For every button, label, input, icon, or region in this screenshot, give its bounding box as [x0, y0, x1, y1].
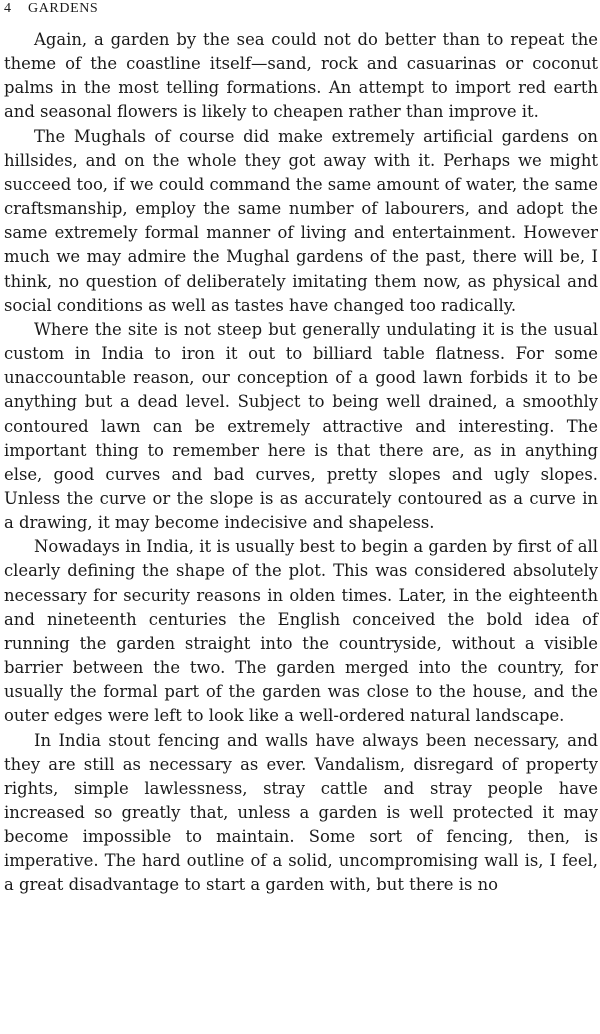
paragraph-mughal-gardens: The Mughals of course did make extremely artificial gardens on hillsides, and on the whole they got away with it. Perhaps we might succeed too, if we could command the same amount of water, the same craftsmanship, employ the same number of labourers, and adopt the same extremely formal manner of living and entertainment. However much we may admire the Mughal gardens of the past, there will be, I think, no question of deliberately imitating them now, as physical and social conditions as well as tastes have changed too radically.	[4, 126, 598, 315]
paragraph-fencing-walls: In India stout fencing and walls have always been necessary, and they are still as necessary as ever. Vandalism, disregard of property rights, simple lawlessness, stray cattle and stray people have increased so greatly that, unless a garden is well protected it may become impossible to maintain. Some sort of fencing, then, is imperative. The hard outline of a solid, uncompromising wall is, I feel, a great disadvantage to start a garden with, but there is no	[4, 730, 598, 895]
page-number: 4	[4, 1, 12, 16]
running-head	[4, 0, 598, 22]
running-title: GARDENS	[28, 1, 99, 16]
paragraph-undulating-site: Where the site is not steep but generally undulating it is the usual custom in India to iron it out to billiard table flatness. For some unaccountable reason, our conception of a good lawn forbids it to be anything but a dead level. Subject to being well drained, a smoothly contoured lawn can be extremely attractive and interesting. The important thing to remember here is that there are, as in anything else, good curves and bad curves, pretty slopes and ugly slopes. Unless the curve or the slope is as accurately contoured as a curve in a drawing, it may become indecisive and shapeless.	[4, 319, 598, 533]
body-text	[4, 28, 598, 898]
paragraph-defining-plot: Nowadays in India, it is usually best to begin a garden by first of all clearly defining the shape of the plot. This was considered absolutely necessary for security reasons in olden times. Later, in the eighteenth and nineteenth centuries the English conceived the bold idea of running the garden straight into the countryside, without a visible barrier between the two. The garden merged into the country, for usually the formal part of the garden was close to the house, and the outer edges were left to look like a well-ordered natural landscape.	[4, 537, 598, 726]
paragraph-seaside-garden: Again, a garden by the sea could not do better than to repeat the theme of the coastline itself—sand, rock and casuarinas or coconut palms in the most telling formations. An attempt to import red earth and seasonal flowers is likely to cheapen rather than improve it.	[4, 30, 598, 122]
